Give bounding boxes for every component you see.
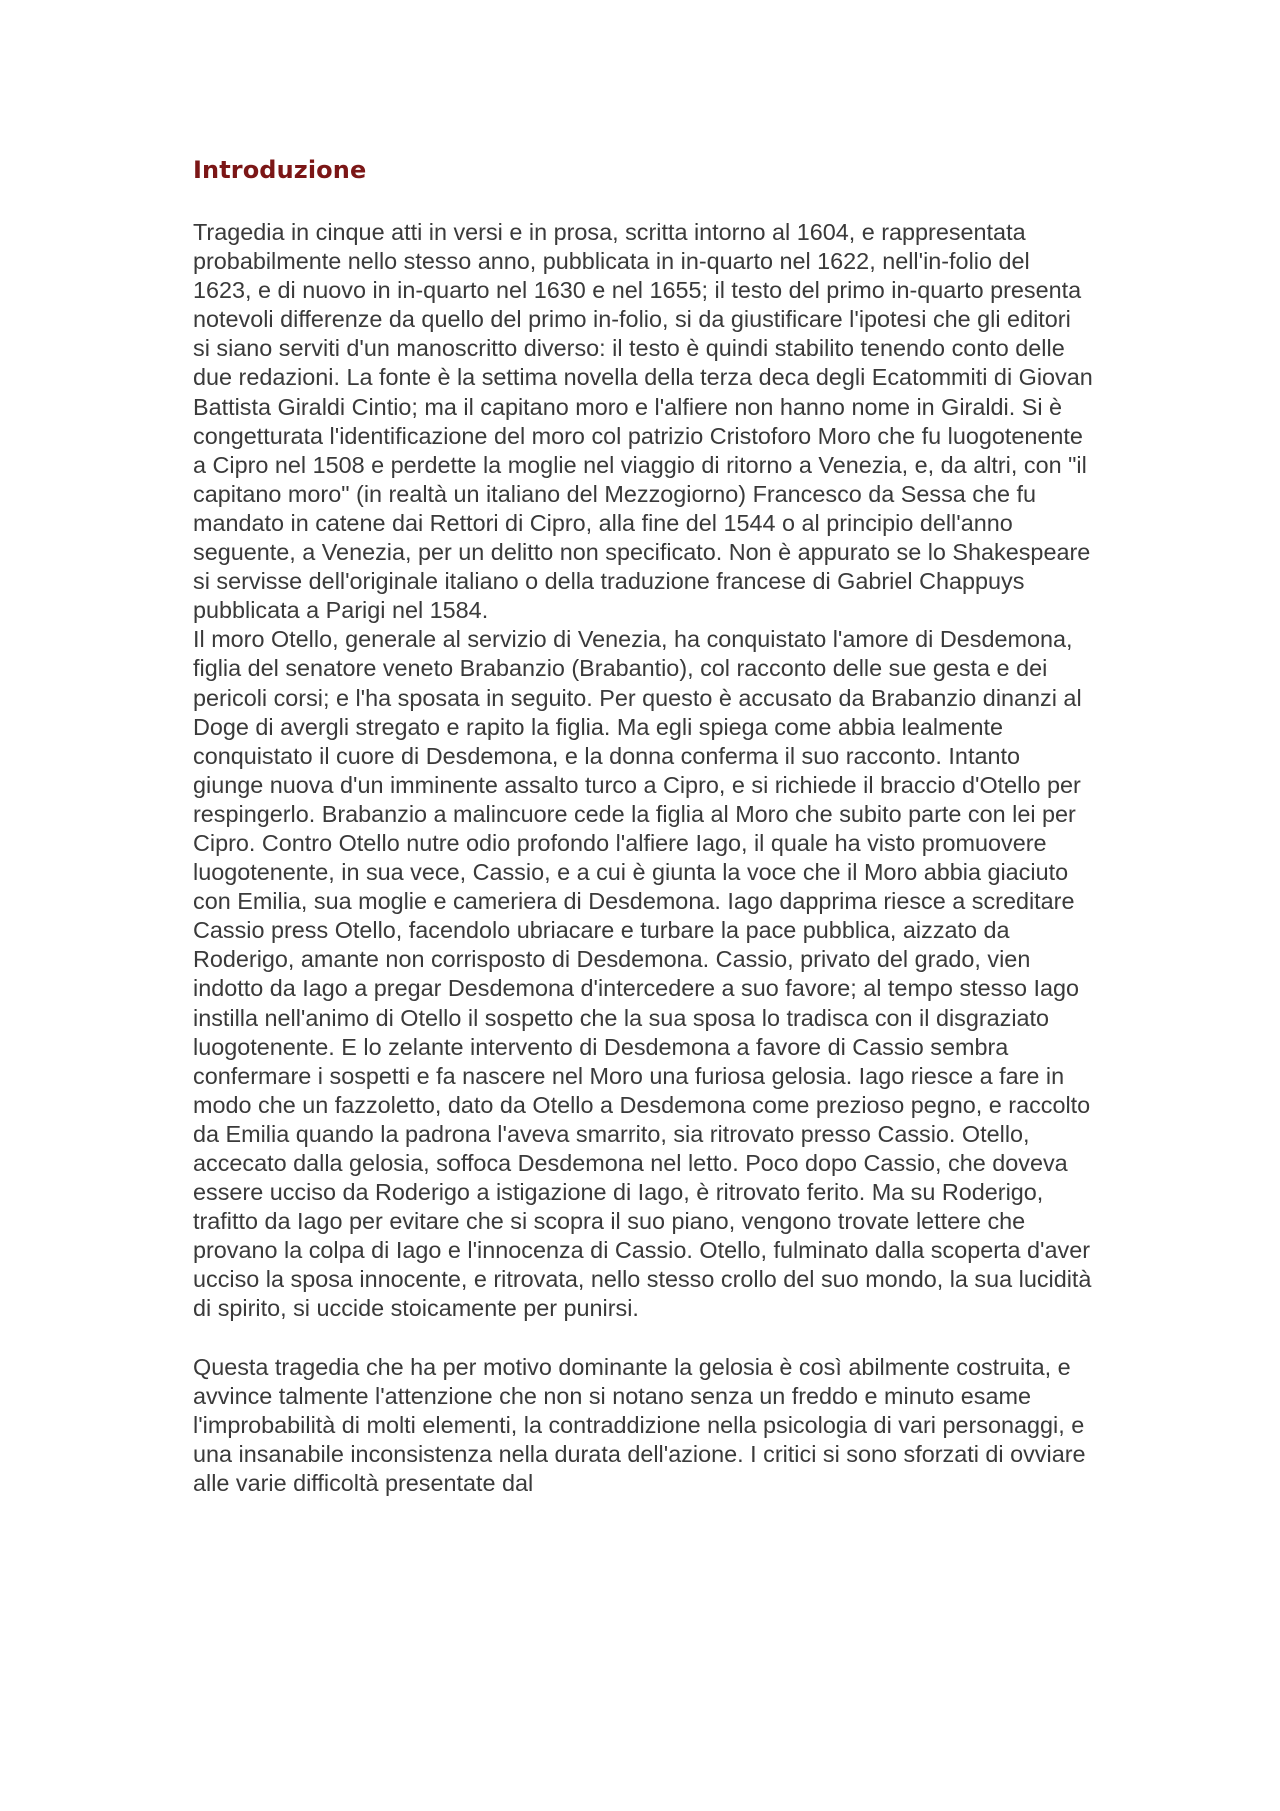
document-body bbox=[193, 148, 1093, 1498]
paragraph-criticism: Questa tragedia che ha per motivo dominante la gelosia è così abilmente costruita, e avvince talmente l'attenzione che non si notano senza un freddo e minuto esame l'improbabilità di molti elementi, la contraddizione nella psicologia di vari personaggi, e una insanabile inconsistenza nella durata dell'azione. I critici si sono sforzati di ovviare alle varie difficoltà presentate dal bbox=[193, 1353, 1086, 1496]
paragraph-spacer bbox=[193, 1324, 1093, 1353]
paragraph-plot: Il moro Otello, generale al servizio di Venezia, ha conquistato l'amore di Desdemona, figlia del senatore veneto Brabanzio (Brabantio), col racconto delle sue gesta e dei pericoli corsi; e l'ha sposata in seguito. Per questo è accusato da Brabanzio dinanzi al Doge di avergli stregato e rapito la figlia. Ma egli spiega come abbia lealmente conquistato il cuore di Desdemona, e la donna conferma il suo racconto. Intanto giunge nuova d'un imminente assalto turco a Cipro, e si richiede il braccio d'Otello per respingerlo. Brabanzio a malincuore cede la figlia al Moro che subito parte con lei per Cipro. Contro Otello nutre odio profondo l'alfiere Iago, il quale ha visto promuovere luogotenente, in sua vece, Cassio, e a cui è giunta la voce che il Moro abbia giaciuto con Emilia, sua moglie e cameriera di Desdemona. Iago dapprima riesce a screditare Cassio press Otello, facendolo ubriacare e turbare la pace pubblica, aizzato da Roderigo, amante non corrisposto di Desdemona. Cassio, privato del grado, vien indotto da Iago a pregar Desdemona d'intercedere a suo favore; al tempo stesso Iago instilla nell'animo di Otello il sospetto che la sua sposa lo tradisca con il disgraziato luogotenente. E lo zelante intervento di Desdemona a favore di Cassio sembra confermare i sospetti e fa nascere nel Moro una furiosa gelosia. Iago riesce a fare in modo che un fazzoletto, dato da Otello a Desdemona come prezioso pegno, e raccolto da Emilia quando la padrona l'aveva smarrito, sia ritrovato presso Cassio. Otello, accecato dalla gelosia, soffoca Desdemona nel letto. Poco dopo Cassio, che doveva essere ucciso da Roderigo a istigazione di Iago, è ritrovato ferito. Ma su Roderigo, trafitto da Iago per evitare che si scopra il suo piano, vengono trovate lettere che provano la colpa di Iago e l'innocenza di Cassio. Otello, fulminato dalla scoperta d'aver ucciso la sposa innocente, e ritrovata, nello stesso crollo del suo mondo, la sua lucidità di spirito, si uccide stoicamente per punirsi. bbox=[193, 626, 1092, 1322]
paragraph-sources: Tragedia in cinque atti in versi e in prosa, scritta intorno al 1604, e rappresentata probabilmente nello stesso anno, pubblicata in in-quarto nel 1622, nell'in-folio del 1623, e di nuovo in in-quarto nel 1630 e nel 1655; il testo del primo in-quarto presenta notevoli differenze da quello del primo in-folio, si da giustificare l'ipotesi che gli editori si siano serviti d'un manoscritto diverso: il testo è quindi stabilito tenendo conto delle due redazioni. La fonte è la settima novella della terza deca degli Ecatommiti di Giovan Battista Giraldi Cintio; ma il capitano moro e l'alfiere non hanno nome in Giraldi. Si è congetturata l'identificazione del moro col patrizio Cristoforo Moro che fu luogotenente a Cipro nel 1508 e perdette la moglie nel viaggio di ritorno a Venezia, e, da altri, con "il capitano moro" (in realtà un italiano del Mezzogiorno) Francesco da Sessa che fu mandato in catene dai Rettori di Cipro, alla fine del 1544 o al principio dell'anno seguente, a Venezia, per un delitto non specificato. Non è appurato se lo Shakespeare si servisse dell'originale italiano o della traduzione francese di Gabriel Chappuys pubblicata a Parigi nel 1584. bbox=[193, 219, 1093, 624]
section-heading: Introduzione bbox=[193, 156, 367, 184]
